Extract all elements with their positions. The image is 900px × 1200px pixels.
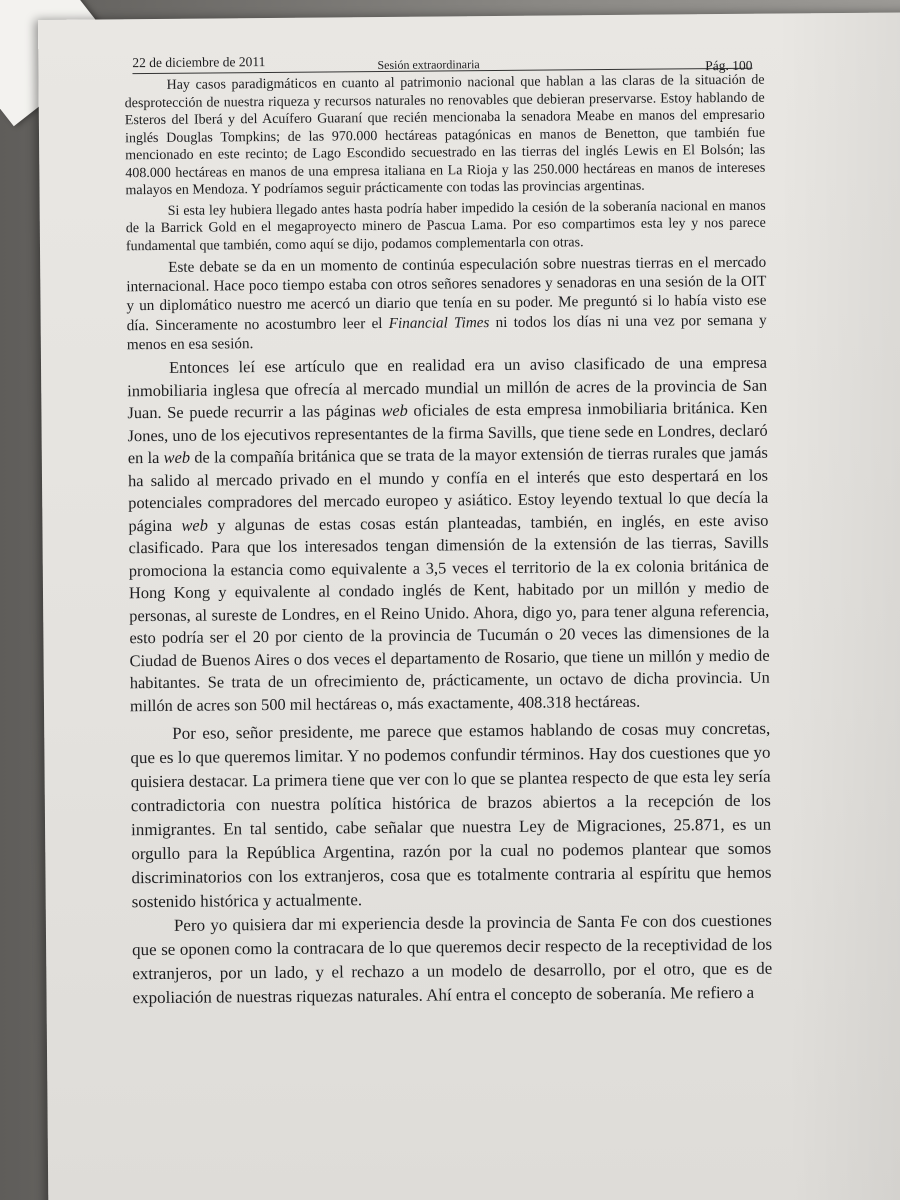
text-run: Por eso, señor presidente, me parece que estamos hablando de cosas muy concretas, que es lo que queremos limitar. Y no podemos confundir términos. Hay dos cuestiones que yo quisiera destacar. La primera tiene que ver con lo que se plantea respecto de que esta ley sería contradictoria con nuestra política histórica de brazos abiertos a la recepción de los inmigrantes. En tal sentido, cabe señalar que nuestra Ley de Migraciones, 25.871, es un orgullo para la República Argentina, razón por la cual no podemos plantear que somos discriminatorios con los extranjeros, cosa que es totalmente contraria al espíritu que hemos sostenido histórica y actualmente. (130, 718, 772, 912)
document-body (125, 72, 773, 1011)
paragraph-barrick-gold (126, 197, 766, 255)
italic-term: web (163, 447, 191, 467)
text-run: de la compañía británica que se trata de la mayor extensión de tierras rurales que jamás ha salido al mercado privado en el mundo y confía en el interés que esto despertará en los potenciales compradores del mercado europeo y asiático. Estoy leyendo textual lo que decía la página (127, 442, 769, 535)
text-run: ni todos los días ni una vez por semana y menos en esa sesión. (126, 311, 767, 354)
header-date: 22 de diciembre de 2011 (132, 54, 266, 71)
italic-term: web (181, 515, 208, 535)
paragraph-patrimonio (125, 72, 766, 200)
text-run: oficiales de esta empresa inmobiliaria británica. Ken Jones, uno de los ejecutivos representantes de la firma Savills, que tiene sede en Londres, declaró en la (127, 397, 768, 468)
text-run: y algunas de estas cosas están planteadas, también, en inglés, en este aviso clasificado. Para que los interesados tengan dimensión de la extensión de las tierras, Savills promociona la estancia como equivalente a 3,5 veces el territorio de la ex colonia británica de Hong Kong y equivalente al condado inglés de Kent, habitado por un millón y medio de personas, al sureste de Londres, en el Reino Unido. Ahora, digo yo, para tener alguna referencia, esto podría ser el 20 por ciento de la provincia de Tucumán o 20 veces las dimensiones de la Ciudad de Buenos Aires o dos veces el departamento de Rosario, que tiene un millón y medio de habitantes. Se trata de un ofrecimiento de, prácticamente, un octavo de dicha provincia. Un millón de acres son 500 mil hectáreas o, más exactamente, 408.318 hectáreas. (128, 510, 770, 715)
paragraph-ley-migraciones (130, 717, 772, 915)
header-page-number: Pág. 100 (705, 57, 753, 74)
paragraph-santa-fe (132, 909, 773, 1011)
text-run: Pero yo quisiera dar mi experiencia desde la provincia de Santa Fe con dos cuestiones que se oponen como la contracara de lo que queremos decir respecto de la receptividad de los extranjeros, por un lado, y el rechazo a un modelo de desarrollo, por el otro, que es de expoliación de nuestras riquezas naturales. Ahí entra el concepto de soberanía. Me refiero a (132, 910, 773, 1008)
header-session-title: Sesión extraordinaria (377, 57, 480, 73)
italic-term: web (381, 400, 408, 421)
text-run: Entonces leí ese artículo que en realidad era un aviso clasificado de una empresa inmobiliaria inglesa que ofrecía al mercado mundial un millón de acres de la provincia de San Juan. Se puede recurrir a las páginas (127, 352, 768, 423)
text-run: Este debate se da en un momento de continúa especulación sobre nuestras tierras en el mercado internacional. Hace poco tiempo estaba con otros señores senadores y senadoras en una sesión de la OIT y un diplomático nuestro me acercó un diario que tenía en su poder. Me preguntó si lo había visto ese día. Sinceramente no acostumbro leer el (126, 253, 767, 334)
paragraph-savills-aviso (127, 352, 770, 718)
page-shading (778, 12, 900, 1200)
italic-term: Financial Times (388, 313, 490, 332)
document-page (38, 12, 900, 1200)
text-run: Si esta ley hubiera llegado antes hasta podría haber impedido la cesión de la soberanía nacional en manos de la Barrick Gold en el megaproyecto minero de Pascua Lama. Por eso compartimos esta ley y nos parece fundamental que también, como aquí se dijo, podamos complementarla con otras. (125, 198, 766, 254)
text-run: Hay casos paradigmáticos en cuanto al patrimonio nacional que hablan a las claras de la situación de desprotección de nuestra riqueza y recursos naturales no renovables que debieran preservarse. Estoy hablando de Esteros del Iberá y del Acuífero Guaraní que recién mencionaba la senadora Meabe en manos del empresario inglés Douglas Tompkins; de las 970.000 hectáreas patagónicas en manos de Benetton, que también fue mencionado en este recinto; de Lago Escondido secuestrado en las tierras del inglés Lewis en El Bolsón; las 408.000 hectáreas en manos de una empresa italiana en La Rioja y las 250.000 hectáreas en manos de intereses malayos en Mendoza. Y podríamos seguir prácticamente con todas las provincias argentinas. (124, 72, 766, 199)
running-header (132, 46, 752, 74)
paragraph-financial-times (126, 253, 767, 355)
